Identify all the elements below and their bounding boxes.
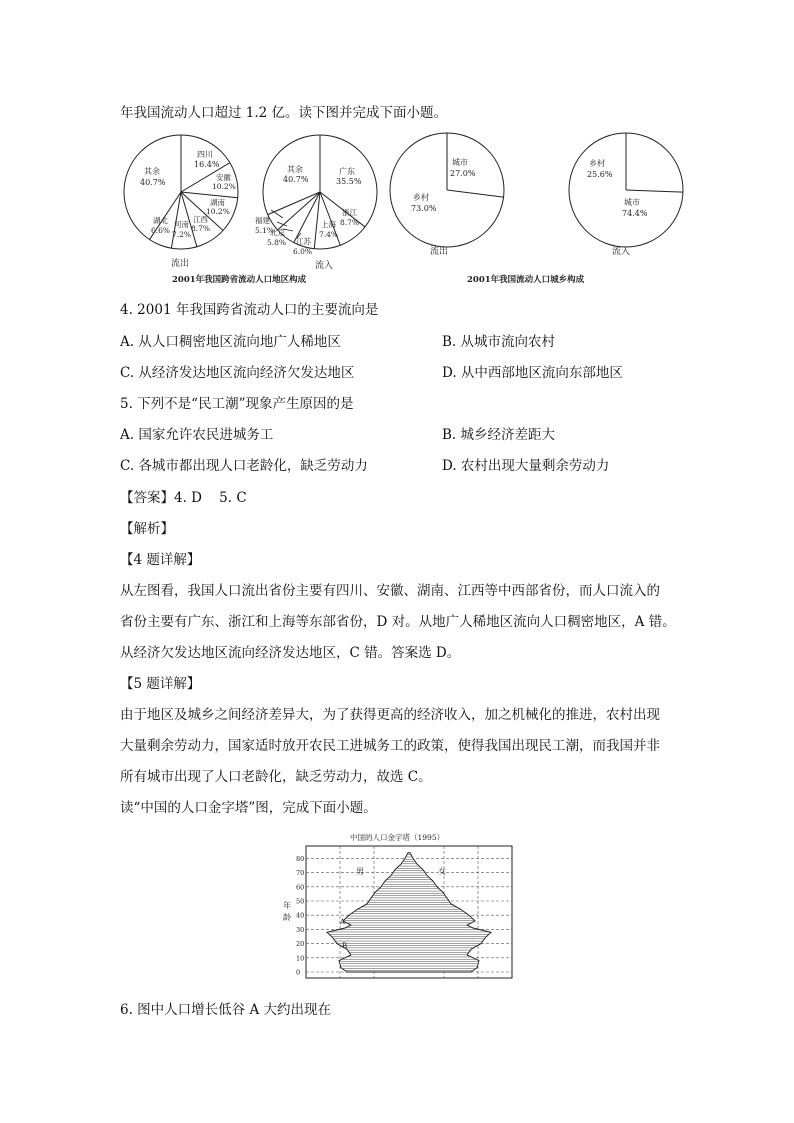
value-rest-2: 40.7% [283, 175, 309, 184]
pie-slice-湖南 [181, 192, 238, 198]
pie-slice-城市 [626, 190, 683, 192]
pie-slice-其余 [268, 192, 320, 215]
label-shanghai: 上海 [321, 220, 336, 229]
tick-label: 50 [296, 897, 305, 906]
pyramid-marker-a: A [340, 918, 346, 926]
value-hubei: 6.6% [151, 226, 171, 235]
label-rest-2: 其余 [287, 165, 303, 174]
q4-stem: 4. 2001 年我国跨省流动人口的主要流向是 [120, 302, 379, 318]
figure1-left-caption: 2001年我国跨省流动人口地区构成 [172, 275, 307, 285]
tick-label: 40 [296, 911, 305, 920]
q5-detail-line-1: 由于地区及城乡之间经济差异大，为了获得更高的经济收入，加之机械化的推进，农村出现 [120, 707, 660, 723]
value-fujian: 5.1% [255, 226, 275, 235]
value-hunan: 10.2% [206, 207, 230, 216]
pyramid-title: 中国的人口金字塔（1995） [350, 833, 445, 842]
value-shanghai: 7.4% [319, 230, 339, 239]
value-sichuan: 16.4% [194, 160, 220, 169]
q5-option-b: B. 城乡经济差距大 [442, 427, 556, 443]
label-village-out: 乡村 [413, 193, 429, 202]
q5-detail-line-3: 所有城市出现了人口老龄化，缺乏劳动力，故选 C。 [120, 769, 432, 785]
label-fujian: 福建 [255, 216, 270, 225]
pie-outflow-urbanrural [390, 133, 504, 247]
label-city-in: 城市 [624, 198, 640, 207]
q5-stem: 5. 下列不是“民工潮”现象产生原因的是 [120, 396, 354, 412]
value-jiangxi: 8.7% [191, 224, 211, 233]
tick-label: 30 [296, 925, 305, 934]
q5-detail-line-2: 大量剩余劳动力，国家适时放开农民工进城务工的政策，使得我国出现民工潮，而我国并非 [120, 738, 660, 754]
tick-label: 10 [296, 954, 305, 963]
q6-stem: 6. 图中人口增长低谷 A 大约出现在 [120, 1002, 332, 1018]
label-jiangsu: 江苏 [296, 237, 311, 246]
pie3-caption: 流出 [430, 247, 449, 257]
q4-option-c: C. 从经济发达地区流向经济欠发达地区 [120, 365, 355, 381]
pie4-caption: 流入 [612, 247, 631, 257]
q4-detail-line-3: 从经济欠发达地区流向经济发达地区，C 错。答案选 D。 [120, 645, 461, 661]
pyramid-male-label: 男 [356, 867, 364, 876]
label-beijing: 北京 [270, 228, 285, 237]
q5-option-d: D. 农村出现大量剩余劳动力 [442, 458, 610, 474]
label-hubei: 湖北 [153, 216, 168, 225]
pyramid-intro: 读“中国的人口金字塔”图，完成下面小题。 [120, 800, 377, 816]
tick-label: 60 [296, 883, 305, 892]
value-henan: 7.2% [172, 230, 192, 239]
q4-detail-line-1: 从左图看，我国人口流出省份主要有四川、安徽、湖南、江西等中西部省份，而人口流入的 [120, 583, 660, 599]
label-rest-1: 其余 [144, 167, 160, 176]
answer-line: 【答案】4. D 5. C [120, 490, 247, 506]
tick-label: 20 [296, 940, 305, 949]
label-hunan: 湖南 [210, 198, 225, 207]
label-zhejiang: 浙江 [342, 208, 357, 217]
pyramid-marker-b: B [342, 942, 348, 950]
pyramid-ticks [296, 855, 304, 977]
q5-option-c: C. 各城市都出现人口老龄化，缺乏劳动力 [120, 458, 368, 474]
figure1-right-caption: 2001年我国流动人口城乡构成 [467, 275, 585, 285]
q4-option-d: D. 从中西部地区流向东部地区 [442, 365, 623, 381]
value-jiangsu: 6.0% [293, 247, 313, 256]
intro-text: 年我国流动人口超过 1.2 亿。读下图并完成下面小题。 [120, 105, 448, 121]
label-sichuan: 四川 [197, 150, 213, 159]
q4-option-a: A. 从人口稠密地区流向地广人稀地区 [120, 334, 341, 350]
tick-label: 70 [296, 869, 305, 878]
pyramid-ylabel-1: 年 [283, 901, 291, 910]
pie-slice-福建 [277, 192, 320, 230]
label-henan: 河南 [174, 220, 189, 229]
pyramid-ylabel-2: 龄 [283, 913, 291, 922]
value-beijing: 5.8% [267, 238, 287, 247]
label-jiangxi: 江西 [193, 215, 208, 224]
value-city-out: 27.0% [450, 169, 476, 178]
value-anhui: 10.2% [212, 182, 236, 191]
pie2-caption: 流入 [315, 261, 334, 271]
q4-detail-heading: 【4 题详解】 [120, 552, 201, 568]
value-zhejiang: 8.7% [340, 218, 360, 227]
analysis-heading: 【解析】 [120, 521, 174, 537]
label-anhui: 安徽 [216, 173, 231, 182]
q5-option-a: A. 国家允许农民进城务工 [120, 427, 274, 443]
q5-detail-heading: 【5 题详解】 [120, 676, 201, 692]
label-guangdong: 广东 [339, 167, 355, 176]
pyramid-female-label: 女 [438, 867, 446, 876]
label-village-in: 乡村 [589, 159, 605, 168]
q4-detail-line-2: 省份主要有广东、浙江和上海等东部省份，D 对。从地广人稀地区流向人口稠密地区，A 错。 [120, 614, 676, 630]
figure-population-pyramid [268, 828, 528, 983]
q4-option-b: B. 从城市流向农村 [442, 334, 556, 350]
value-rest-1: 40.7% [140, 178, 166, 187]
tick-label: 0 [296, 968, 301, 977]
value-city-in: 74.4% [622, 209, 648, 218]
value-village-out: 73.0% [411, 204, 437, 213]
label-city-out: 城市 [452, 158, 468, 167]
pie-slice-乡村 [447, 190, 504, 197]
pie1-caption: 流出 [171, 259, 190, 269]
tick-label: 80 [296, 854, 305, 863]
value-village-in: 25.6% [587, 170, 613, 179]
pie-inflow-urbanrural [569, 133, 683, 247]
value-guangdong: 35.5% [336, 177, 362, 186]
